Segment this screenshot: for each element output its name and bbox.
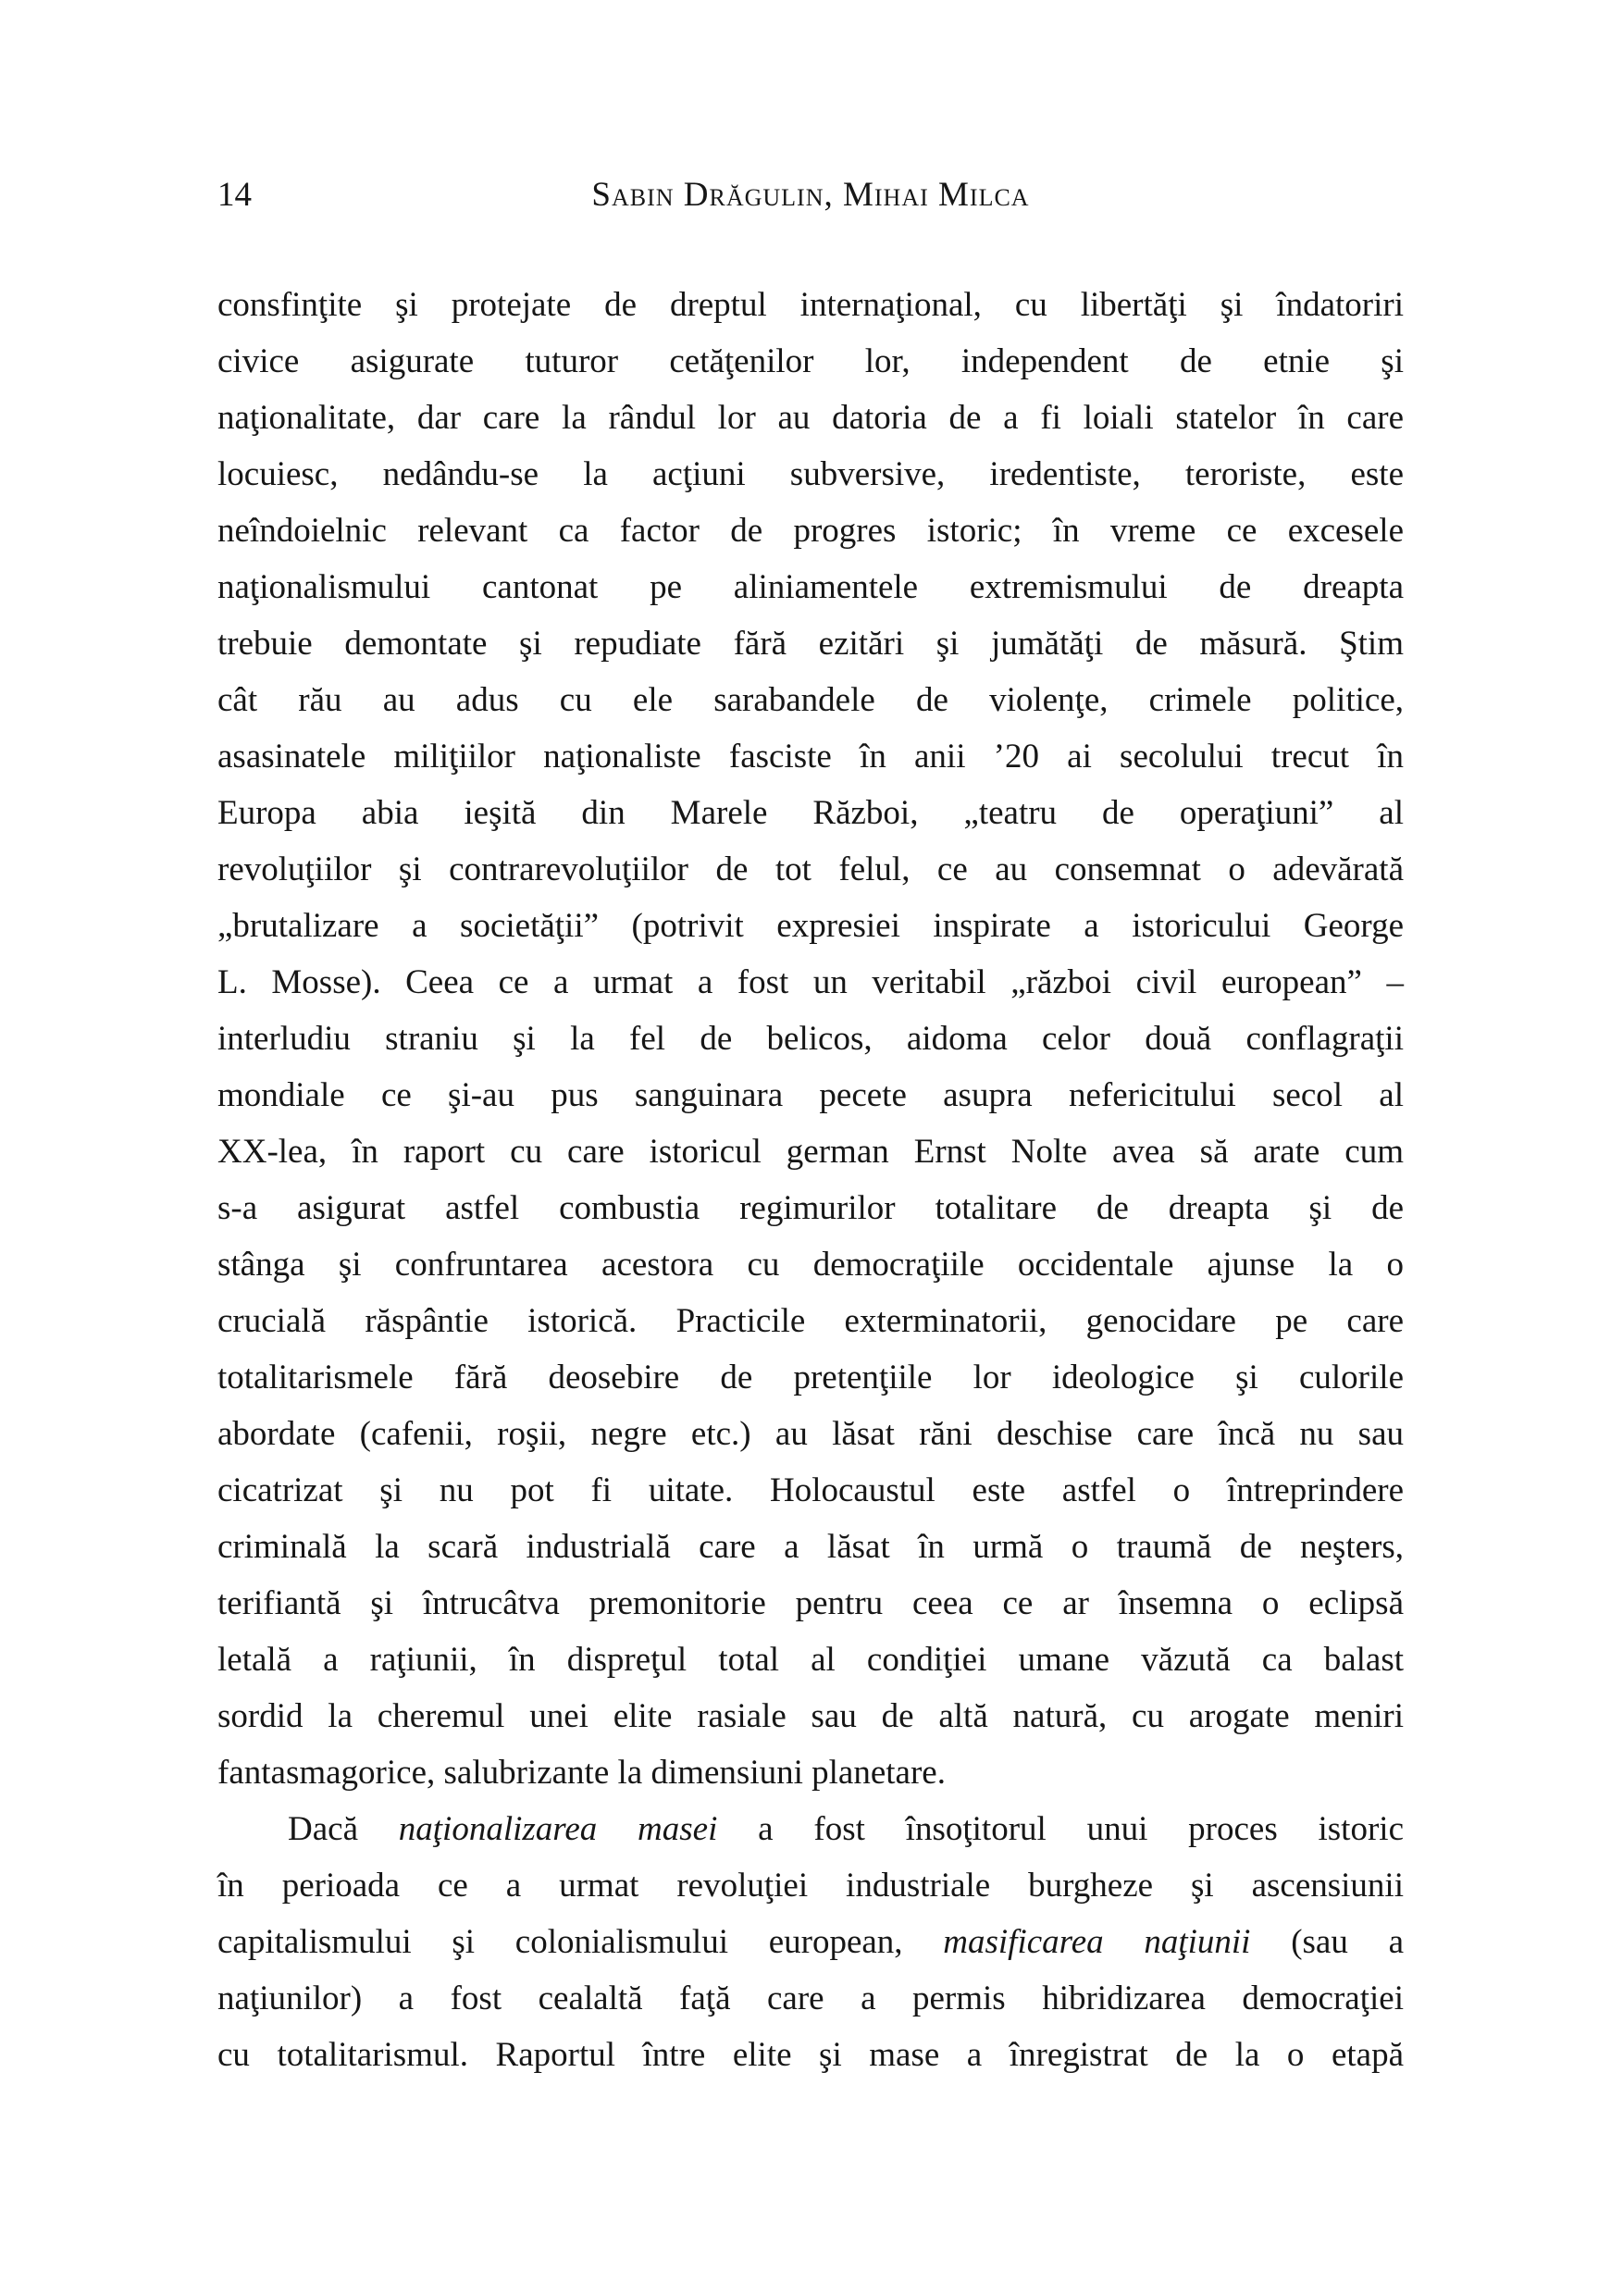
text-line [217, 1914, 1404, 1970]
paragraph-2 [217, 1801, 1404, 2083]
text-segment: capitalismului şi colonialismului european, [217, 1923, 944, 1961]
text-line: totalitarismele fără deosebire de pretenţiile lor ideologice şi culorile [217, 1359, 1404, 1396]
text-line: abordate (cafenii, roşii, negre etc.) au lăsat răni deschise care încă nu sau [217, 1415, 1404, 1453]
text-line: asasinatele miliţiilor naţionaliste fasciste în anii ’20 ai secolului trecut în [217, 738, 1404, 776]
text-segment: Dacă [288, 1810, 399, 1848]
page-header [217, 174, 1404, 220]
italic-text-segment: masificarea naţiunii [943, 1923, 1251, 1961]
text-line: naţionalismului cantonat pe aliniamentele extremismului de dreapta [217, 568, 1404, 606]
text-line: cicatrizat şi nu pot fi uitate. Holocaustul este astfel o întreprindere [217, 1471, 1404, 1509]
text-line: XX-lea, în raport cu care istoricul german Ernst Nolte avea să arate cum [217, 1133, 1404, 1171]
text-line: cu totalitarismul. Raportul între elite şi mase a înregistrat de la o etapă [217, 2036, 1404, 2074]
text-line: Europa abia ieşită din Marele Război, „teatru de operaţiuni” al [217, 794, 1404, 832]
text-line: mondiale ce şi-au pus sanguinara pecete asupra nefericitului secol al [217, 1076, 1404, 1114]
text-line: în perioada ce a urmat revoluţiei industriale burgheze şi ascensiunii [217, 1867, 1404, 1905]
text-segment: a fost însoţitorul unui proces istoric [717, 1810, 1404, 1848]
text-line: „brutalizare a societăţii” (potrivit expresiei inspirate a istoricului George [217, 907, 1404, 945]
text-line: neîndoielnic relevant ca factor de progres istoric; în vreme ce excesele [217, 512, 1404, 550]
text-line: trebuie demontate şi repudiate fără ezitări şi jumătăţi de măsură. Ştim [217, 625, 1404, 663]
text-line: s-a asigurat astfel combustia regimurilor totalitare de dreapta şi de [217, 1189, 1404, 1227]
text-line: L. Mosse). Ceea ce a urmat a fost un veritabil „război civil european” – [217, 963, 1404, 1001]
text-line: naţionalitate, dar care la rândul lor au datoria de a fi loiali statelor în care [217, 399, 1404, 437]
text-line: sordid la cheremul unei elite rasiale sau de altă natură, cu arogate meniri [217, 1697, 1404, 1735]
text-line: letală a raţiunii, în dispreţul total al condiţiei umane văzută ca balast [217, 1641, 1404, 1679]
text-line: criminală la scară industrială care a lăsat în urmă o traumă de neşters, [217, 1528, 1404, 1566]
paragraph-1 [217, 277, 1404, 1801]
text-segment: (sau a [1250, 1923, 1404, 1961]
italic-text-segment: naţionalizarea masei [398, 1810, 718, 1848]
text-line: crucială răspântie istorică. Practicile exterminatorii, genocidare pe care [217, 1302, 1404, 1340]
text-line: interludiu straniu şi la fel de belicos, aidoma celor două conflagraţii [217, 1020, 1404, 1058]
page-body-text [217, 277, 1404, 2083]
text-line: cât rău au adus cu ele sarabandele de violenţe, crimele politice, [217, 681, 1404, 719]
text-line [217, 1801, 1404, 1857]
running-header: Sabin Drăgulin, Mihai Milca [591, 176, 1030, 214]
text-line: civice asigurate tuturor cetăţenilor lor, independent de etnie şi [217, 342, 1404, 380]
text-line: terifiantă şi întrucâtva premonitorie pentru ceea ce ar însemna o eclipsă [217, 1584, 1404, 1622]
text-line: fantasmagorice, salubrizante la dimensiuni planetare. [217, 1754, 946, 1792]
text-line: revoluţiilor şi contrarevoluţiilor de tot felul, ce au consemnat o adevărată [217, 850, 1404, 888]
page-number: 14 [217, 176, 252, 214]
text-line: consfinţite şi protejate de dreptul internaţional, cu libertăţi şi îndatoriri [217, 286, 1404, 324]
text-line: locuiesc, nedându-se la acţiuni subversive, iredentiste, teroriste, este [217, 455, 1404, 493]
text-line: naţiunilor) a fost cealaltă faţă care a permis hibridizarea democraţiei [217, 1980, 1404, 2017]
text-line: stânga şi confruntarea acestora cu democraţiile occidentale ajunse la o [217, 1246, 1404, 1284]
